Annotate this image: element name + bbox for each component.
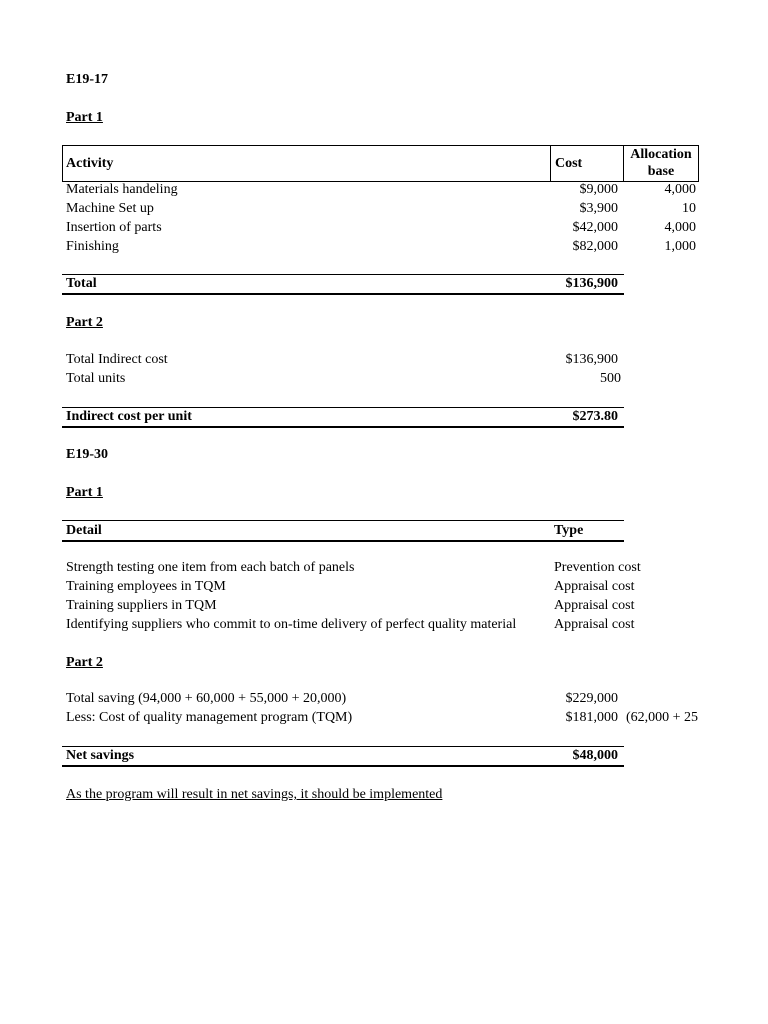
per-unit-label: Indirect cost per unit [66, 409, 192, 424]
activity-row-base: 10 [682, 201, 696, 216]
activity-row-cost: $42,000 [572, 220, 618, 235]
activity-row-label: Insertion of parts [66, 220, 162, 235]
e19-30-part1-heading: Part 1 [66, 485, 103, 500]
activity-row-label: Machine Set up [66, 201, 154, 216]
quality-row-type: Appraisal cost [554, 617, 635, 632]
activity-row-cost: $3,900 [579, 201, 618, 216]
quality-row-detail: Training suppliers in TQM [66, 598, 217, 613]
indirect-cost-value: $136,900 [565, 352, 618, 367]
activity-row-base: 1,000 [664, 239, 696, 254]
col-alloc-header-line2: base [647, 164, 675, 179]
col-alloc-header-line1: Allocation [630, 147, 692, 162]
total-value: $136,900 [565, 276, 618, 291]
quality-row-type: Appraisal cost [554, 579, 635, 594]
col-activity-header: Activity [66, 156, 114, 171]
quality-row-type: Appraisal cost [554, 598, 635, 613]
per-unit-value: $273.80 [572, 409, 618, 424]
e19-17-title: E19-17 [66, 72, 108, 87]
e19-30-part2-heading: Part 2 [66, 655, 103, 670]
indirect-cost-label: Total Indirect cost [66, 352, 168, 367]
total-units-label: Total units [66, 371, 126, 386]
total-saving-label: Total saving (94,000 + 60,000 + 55,000 + 20,000) [66, 691, 347, 706]
col-type-header: Type [554, 523, 584, 538]
e19-17-part1-heading: Part 1 [66, 110, 103, 125]
quality-row-type: Prevention cost [554, 560, 641, 575]
col-cost-header: Cost [555, 156, 583, 171]
activity-row-label: Materials handeling [66, 182, 178, 197]
net-savings-label: Net savings [66, 748, 135, 763]
quality-row-detail: Identifying suppliers who commit to on-time delivery of perfect quality material [66, 617, 517, 632]
col-detail-header: Detail [66, 523, 102, 538]
activity-row-cost: $82,000 [572, 239, 618, 254]
conclusion-text: As the program will result in net savings, it should be implemented [66, 787, 443, 802]
activity-row-base: 4,000 [664, 220, 696, 235]
net-savings-value: $48,000 [572, 748, 618, 763]
activity-row-base: 4,000 [664, 182, 696, 197]
e19-30-title: E19-30 [66, 447, 108, 462]
e19-17-part2-heading: Part 2 [66, 315, 103, 330]
activity-row-cost: $9,000 [579, 182, 618, 197]
total-units-value: 500 [600, 371, 621, 386]
tqm-cost-label: Less: Cost of quality management program (TQM) [66, 710, 353, 725]
total-label: Total [66, 276, 97, 291]
tqm-cost-value: $181,000 [565, 710, 618, 725]
quality-row-detail: Strength testing one item from each batch of panels [66, 560, 355, 575]
tqm-cost-note: (62,000 + 25 [626, 710, 699, 725]
activity-row-label: Finishing [66, 239, 119, 254]
quality-row-detail: Training employees in TQM [66, 579, 226, 594]
total-saving-value: $229,000 [565, 691, 618, 706]
